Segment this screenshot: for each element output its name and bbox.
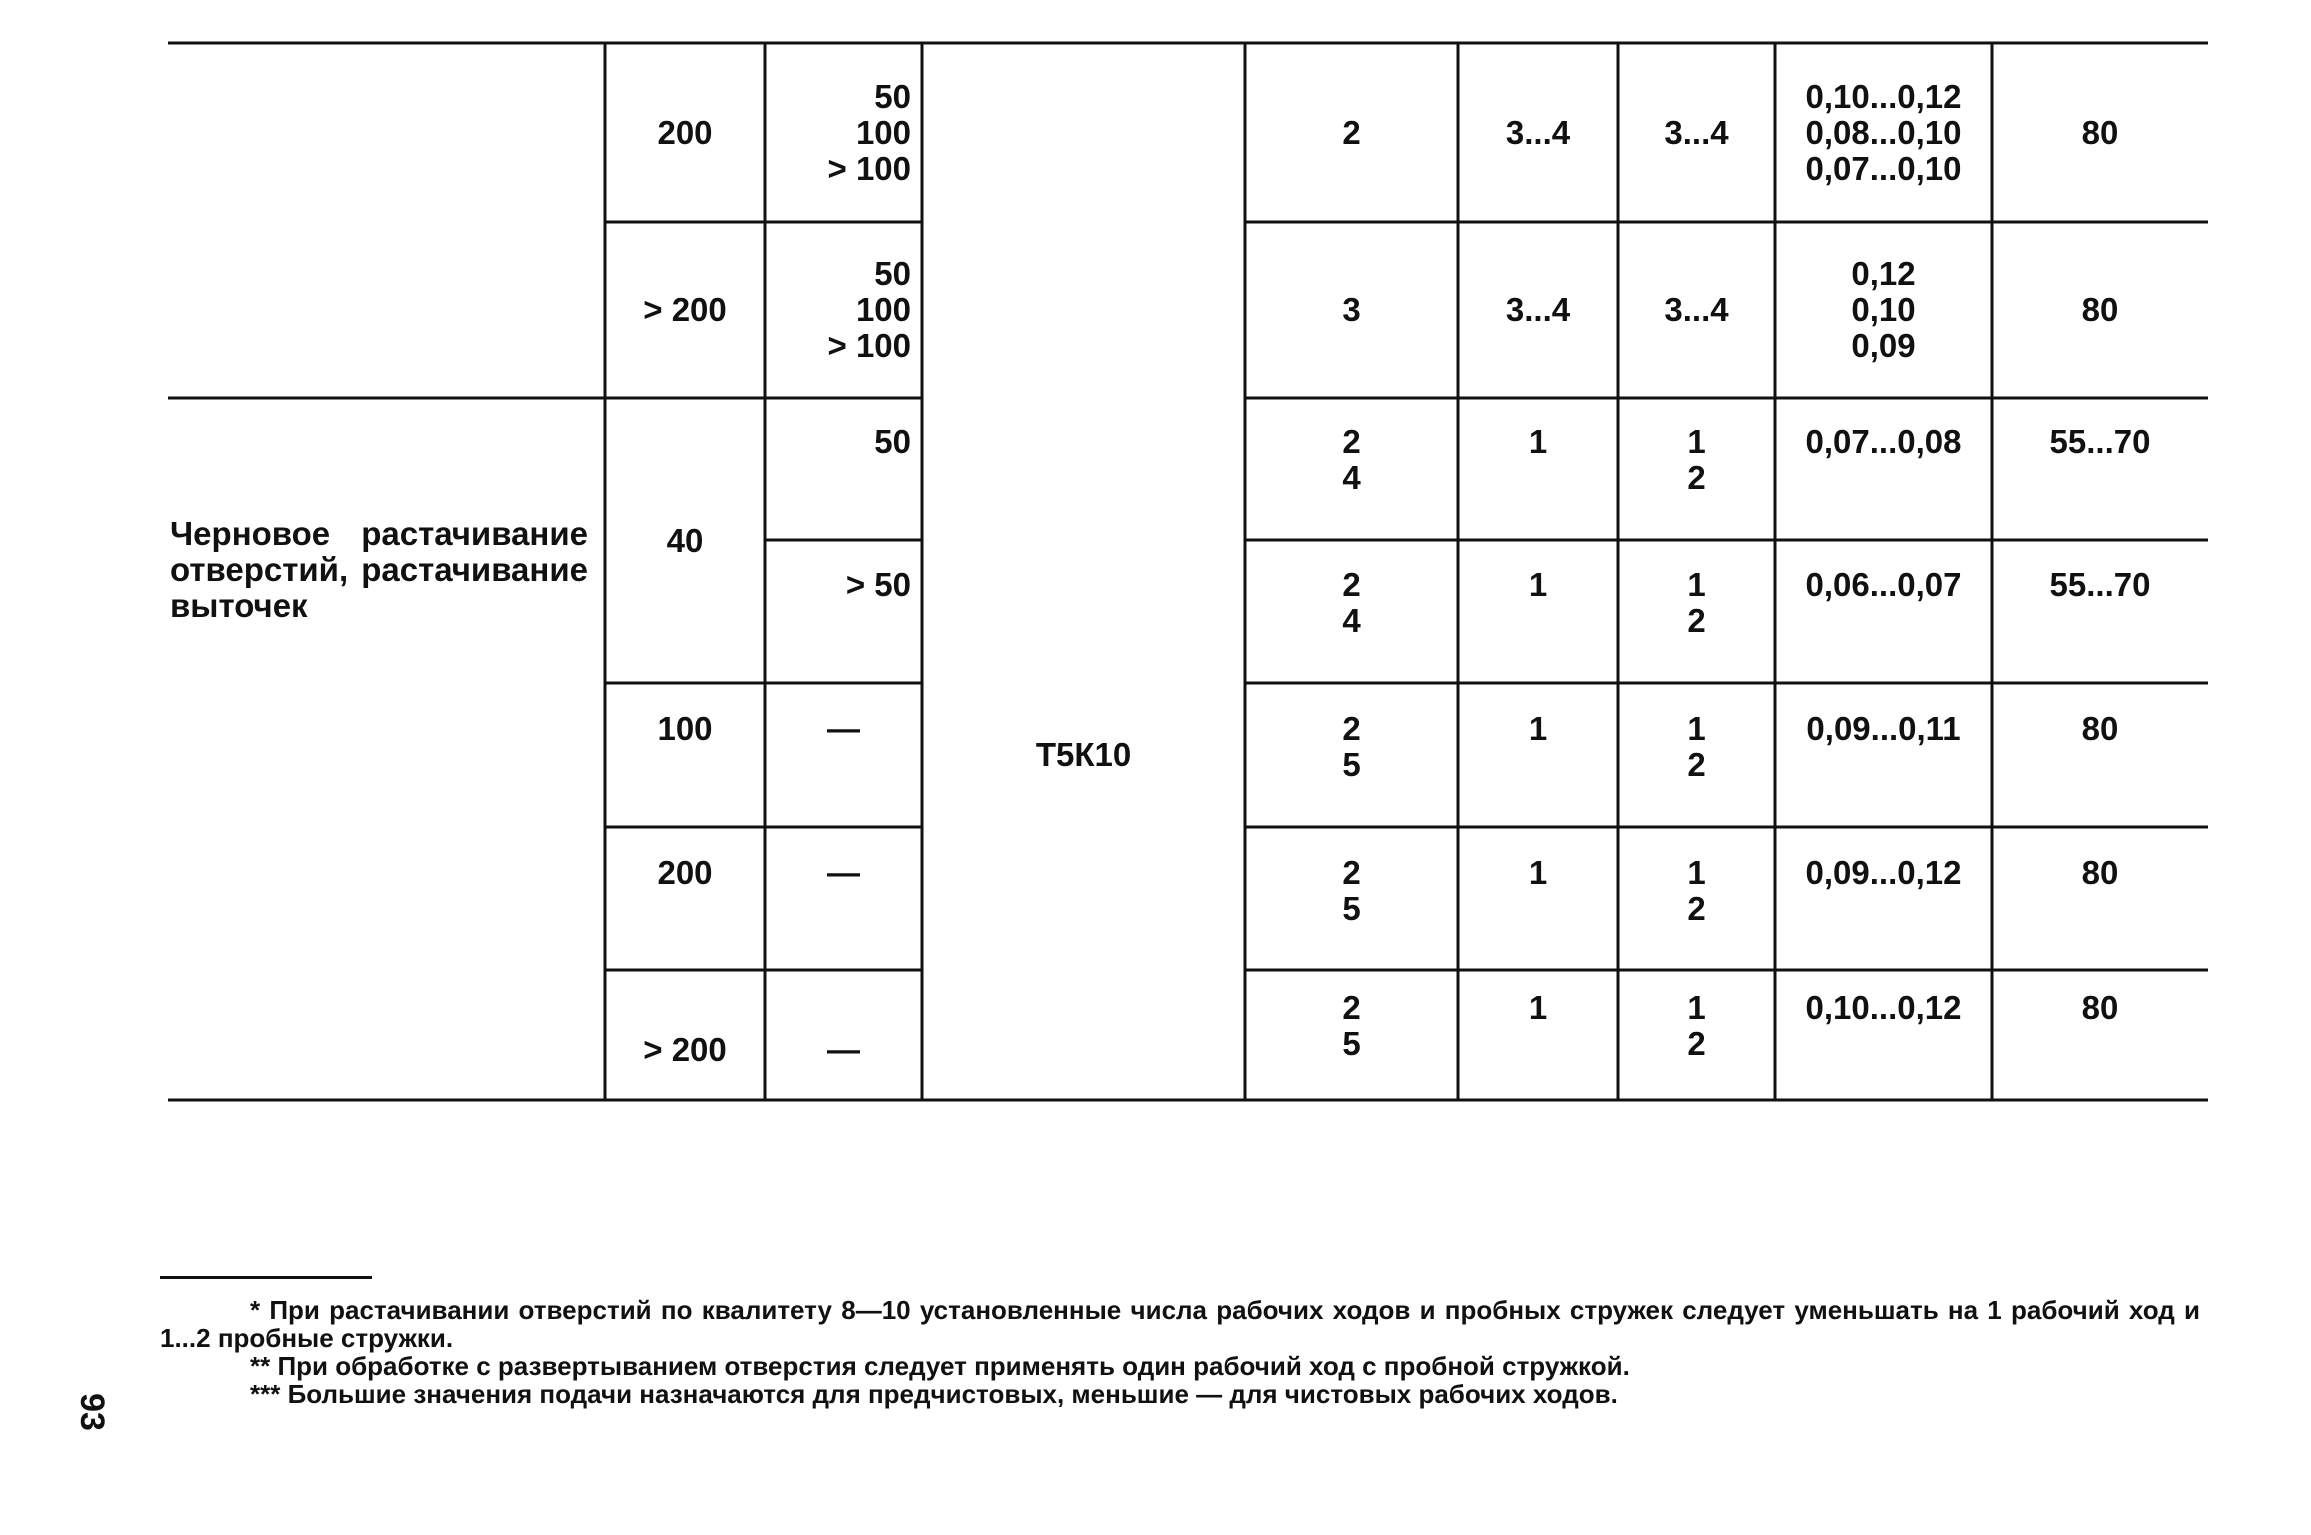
footnotes [160,1296,2200,1408]
footnote-2: ** При обработке с развертыванием отверстия следует применять один рабочий ход с пробной стружкой. [250,1351,1630,1381]
footnote-3: *** Большие значения подачи назначаются для предчистовых, меньшие — для чистовых рабочих ходов. [250,1379,1618,1409]
col-b-cell: 1 [1528,854,1548,891]
diameter-cell: 200 [657,113,713,151]
length-cell: 50 100 > 100 [827,255,911,364]
speed-cell: 80 [2081,854,2119,891]
speed-cell: 80 [2081,989,2119,1026]
col-c-cell: 1 2 [1687,566,1706,639]
speed-cell: 80 [2081,113,2119,151]
col-b-cell: 3...4 [1505,291,1571,328]
col-c-cell: 1 2 [1687,854,1706,927]
speed-cell: 80 [2081,710,2119,747]
feed-cell: 0,09...0,12 [1805,854,1962,891]
col-c-cell: 3...4 [1664,291,1729,328]
diameter-cell: > 200 [643,1031,727,1068]
col-b-cell: 1 [1528,989,1548,1026]
col-c-cell: 1 2 [1687,710,1706,783]
col-c-cell: 1 2 [1687,989,1706,1062]
footnote-1: * При растачивании отверстий по квалитету 8—10 установленные числа рабочих ходов и пробных стружек следует уменьшать на 1 рабочий ход и 1...2 пробные стружки. [160,1295,2200,1353]
feed-cell: 0,09...0,11 [1806,710,1961,747]
feed-cell: 0,07...0,08 [1805,423,1962,460]
passes-cell: 2 5 [1342,710,1361,783]
diameter-cell: 40 [666,521,704,559]
length-cell: — [827,1031,860,1068]
diameter-cell: 200 [657,854,713,891]
passes-cell: 2 [1342,113,1361,151]
feed-cell: 0,12 0,10 0,09 [1851,255,1916,364]
passes-cell: 3 [1342,291,1361,328]
col-c-cell: 3...4 [1664,113,1729,151]
footnote-separator [160,1276,372,1279]
speed-cell: 55...70 [2049,423,2151,460]
passes-cell: 2 4 [1342,566,1361,639]
col-b-cell: 3...4 [1505,113,1571,151]
feed-cell: 0,10...0,12 [1805,989,1962,1026]
length-cell: — [827,854,860,891]
col-b-cell: 1 [1528,710,1548,747]
length-cell: 50 100 > 100 [827,77,911,187]
operation-name: Черновое растачивание отверстий, растачивание выточек [170,515,588,624]
tool-material: Т5К10 [1035,736,1132,773]
feed-cell: 0,06...0,07 [1805,566,1962,603]
speed-cell: 55...70 [2049,566,2151,603]
passes-cell: 2 5 [1342,989,1361,1062]
page-number: 93 [73,1393,111,1431]
diameter-cell: 100 [657,710,713,747]
feed-cell: 0,10...0,12 0,08...0,10 0,07...0,10 [1805,77,1962,187]
passes-cell: 2 5 [1342,854,1361,927]
length-cell: — [827,710,860,747]
col-b-cell: 1 [1528,423,1548,460]
length-cell: 50 [874,423,911,460]
col-b-cell: 1 [1528,566,1548,603]
speed-cell: 80 [2081,291,2119,328]
diameter-cell: > 200 [643,291,727,328]
col-c-cell: 1 2 [1687,423,1706,496]
length-cell: > 50 [845,566,911,603]
passes-cell: 2 4 [1342,423,1361,496]
